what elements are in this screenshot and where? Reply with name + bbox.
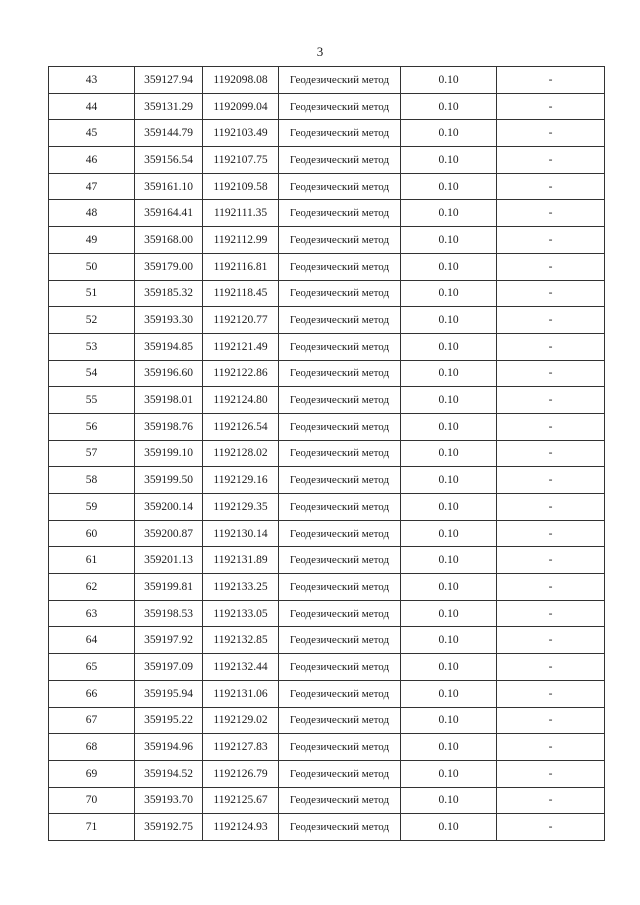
accuracy-cell: 0.10 — [401, 387, 497, 414]
table-row — [49, 654, 605, 681]
description-cell: - — [497, 467, 605, 494]
point-number-cell: 66 — [49, 680, 135, 707]
description-cell: - — [497, 814, 605, 841]
x-coordinate-cell: 359198.76 — [135, 413, 203, 440]
point-number-cell: 49 — [49, 227, 135, 254]
x-coordinate-cell: 359197.92 — [135, 627, 203, 654]
method-cell: Геодезический метод — [279, 147, 401, 174]
description-cell: - — [497, 387, 605, 414]
x-coordinate-cell: 359196.60 — [135, 360, 203, 387]
accuracy-cell: 0.10 — [401, 760, 497, 787]
table-row — [49, 413, 605, 440]
point-number-cell: 43 — [49, 67, 135, 94]
x-coordinate-cell: 359164.41 — [135, 200, 203, 227]
method-cell: Геодезический метод — [279, 280, 401, 307]
accuracy-cell: 0.10 — [401, 360, 497, 387]
point-number-cell: 59 — [49, 494, 135, 521]
y-coordinate-cell: 1192111.35 — [203, 200, 279, 227]
point-number-cell: 53 — [49, 333, 135, 360]
description-cell: - — [497, 547, 605, 574]
description-cell: - — [497, 360, 605, 387]
method-cell: Геодезический метод — [279, 360, 401, 387]
method-cell: Геодезический метод — [279, 67, 401, 94]
point-number-cell: 62 — [49, 574, 135, 601]
y-coordinate-cell: 1192133.25 — [203, 574, 279, 601]
accuracy-cell: 0.10 — [401, 574, 497, 601]
y-coordinate-cell: 1192107.75 — [203, 147, 279, 174]
table-row — [49, 280, 605, 307]
point-number-cell: 44 — [49, 93, 135, 120]
y-coordinate-cell: 1192122.86 — [203, 360, 279, 387]
method-cell: Геодезический метод — [279, 680, 401, 707]
description-cell: - — [497, 574, 605, 601]
description-cell: - — [497, 654, 605, 681]
table-row — [49, 227, 605, 254]
table-row — [49, 307, 605, 334]
description-cell: - — [497, 253, 605, 280]
accuracy-cell: 0.10 — [401, 227, 497, 254]
y-coordinate-cell: 1192132.85 — [203, 627, 279, 654]
x-coordinate-cell: 359197.09 — [135, 654, 203, 681]
page-number: 3 — [316, 44, 324, 59]
description-cell: - — [497, 227, 605, 254]
x-coordinate-cell: 359192.75 — [135, 814, 203, 841]
accuracy-cell: 0.10 — [401, 680, 497, 707]
table-row — [49, 680, 605, 707]
y-coordinate-cell: 1192131.89 — [203, 547, 279, 574]
accuracy-cell: 0.10 — [401, 253, 497, 280]
y-coordinate-cell: 1192124.80 — [203, 387, 279, 414]
point-number-cell: 57 — [49, 440, 135, 467]
accuracy-cell: 0.10 — [401, 787, 497, 814]
description-cell: - — [497, 440, 605, 467]
table-row — [49, 387, 605, 414]
table-row — [49, 734, 605, 761]
point-number-cell: 47 — [49, 173, 135, 200]
description-cell: - — [497, 760, 605, 787]
y-coordinate-cell: 1192125.67 — [203, 787, 279, 814]
x-coordinate-cell: 359195.94 — [135, 680, 203, 707]
method-cell: Геодезический метод — [279, 574, 401, 601]
table-row — [49, 173, 605, 200]
method-cell: Геодезический метод — [279, 654, 401, 681]
description-cell: - — [497, 680, 605, 707]
method-cell: Геодезический метод — [279, 707, 401, 734]
accuracy-cell: 0.10 — [401, 734, 497, 761]
table-row — [49, 627, 605, 654]
method-cell: Геодезический метод — [279, 494, 401, 521]
accuracy-cell: 0.10 — [401, 600, 497, 627]
point-number-cell: 67 — [49, 707, 135, 734]
accuracy-cell: 0.10 — [401, 627, 497, 654]
description-cell: - — [497, 494, 605, 521]
point-number-cell: 54 — [49, 360, 135, 387]
y-coordinate-cell: 1192127.83 — [203, 734, 279, 761]
y-coordinate-cell: 1192099.04 — [203, 93, 279, 120]
x-coordinate-cell: 359194.85 — [135, 333, 203, 360]
point-number-cell: 68 — [49, 734, 135, 761]
method-cell: Геодезический метод — [279, 520, 401, 547]
description-cell: - — [497, 734, 605, 761]
point-number-cell: 46 — [49, 147, 135, 174]
point-number-cell: 61 — [49, 547, 135, 574]
y-coordinate-cell: 1192126.79 — [203, 760, 279, 787]
x-coordinate-cell: 359194.52 — [135, 760, 203, 787]
y-coordinate-cell: 1192124.93 — [203, 814, 279, 841]
y-coordinate-cell: 1192112.99 — [203, 227, 279, 254]
y-coordinate-cell: 1192120.77 — [203, 307, 279, 334]
accuracy-cell: 0.10 — [401, 440, 497, 467]
point-number-cell: 70 — [49, 787, 135, 814]
table-row — [49, 600, 605, 627]
table-row — [49, 253, 605, 280]
point-number-cell: 60 — [49, 520, 135, 547]
point-number-cell: 52 — [49, 307, 135, 334]
x-coordinate-cell: 359179.00 — [135, 253, 203, 280]
method-cell: Геодезический метод — [279, 307, 401, 334]
accuracy-cell: 0.10 — [401, 173, 497, 200]
method-cell: Геодезический метод — [279, 440, 401, 467]
table-row — [49, 147, 605, 174]
accuracy-cell: 0.10 — [401, 333, 497, 360]
table-row — [49, 787, 605, 814]
point-number-cell: 50 — [49, 253, 135, 280]
description-cell: - — [497, 67, 605, 94]
accuracy-cell: 0.10 — [401, 467, 497, 494]
x-coordinate-cell: 359201.13 — [135, 547, 203, 574]
table-row — [49, 333, 605, 360]
description-cell: - — [497, 600, 605, 627]
accuracy-cell: 0.10 — [401, 67, 497, 94]
x-coordinate-cell: 359185.32 — [135, 280, 203, 307]
x-coordinate-cell: 359199.81 — [135, 574, 203, 601]
accuracy-cell: 0.10 — [401, 200, 497, 227]
accuracy-cell: 0.10 — [401, 654, 497, 681]
x-coordinate-cell: 359198.01 — [135, 387, 203, 414]
description-cell: - — [497, 93, 605, 120]
x-coordinate-cell: 359156.54 — [135, 147, 203, 174]
y-coordinate-cell: 1192098.08 — [203, 67, 279, 94]
method-cell: Геодезический метод — [279, 333, 401, 360]
y-coordinate-cell: 1192133.05 — [203, 600, 279, 627]
description-cell: - — [497, 200, 605, 227]
method-cell: Геодезический метод — [279, 760, 401, 787]
accuracy-cell: 0.10 — [401, 413, 497, 440]
x-coordinate-cell: 359194.96 — [135, 734, 203, 761]
description-cell: - — [497, 627, 605, 654]
table-row — [49, 93, 605, 120]
table-row — [49, 520, 605, 547]
accuracy-cell: 0.10 — [401, 547, 497, 574]
table-row — [49, 814, 605, 841]
x-coordinate-cell: 359161.10 — [135, 173, 203, 200]
y-coordinate-cell: 1192118.45 — [203, 280, 279, 307]
y-coordinate-cell: 1192116.81 — [203, 253, 279, 280]
y-coordinate-cell: 1192109.58 — [203, 173, 279, 200]
x-coordinate-cell: 359199.10 — [135, 440, 203, 467]
x-coordinate-cell: 359200.87 — [135, 520, 203, 547]
method-cell: Геодезический метод — [279, 547, 401, 574]
method-cell: Геодезический метод — [279, 787, 401, 814]
method-cell: Геодезический метод — [279, 227, 401, 254]
y-coordinate-cell: 1192126.54 — [203, 413, 279, 440]
method-cell: Геодезический метод — [279, 413, 401, 440]
x-coordinate-cell: 359131.29 — [135, 93, 203, 120]
point-number-cell: 48 — [49, 200, 135, 227]
x-coordinate-cell: 359193.70 — [135, 787, 203, 814]
description-cell: - — [497, 120, 605, 147]
description-cell: - — [497, 173, 605, 200]
accuracy-cell: 0.10 — [401, 307, 497, 334]
description-cell: - — [497, 280, 605, 307]
y-coordinate-cell: 1192129.16 — [203, 467, 279, 494]
table-row — [49, 494, 605, 521]
point-number-cell: 51 — [49, 280, 135, 307]
table-row — [49, 760, 605, 787]
table-row — [49, 574, 605, 601]
accuracy-cell: 0.10 — [401, 93, 497, 120]
table-row — [49, 120, 605, 147]
method-cell: Геодезический метод — [279, 814, 401, 841]
point-number-cell: 63 — [49, 600, 135, 627]
y-coordinate-cell: 1192129.02 — [203, 707, 279, 734]
accuracy-cell: 0.10 — [401, 814, 497, 841]
table-row — [49, 360, 605, 387]
method-cell: Геодезический метод — [279, 173, 401, 200]
point-number-cell: 56 — [49, 413, 135, 440]
description-cell: - — [497, 333, 605, 360]
point-number-cell: 71 — [49, 814, 135, 841]
x-coordinate-cell: 359198.53 — [135, 600, 203, 627]
accuracy-cell: 0.10 — [401, 520, 497, 547]
x-coordinate-cell: 359144.79 — [135, 120, 203, 147]
x-coordinate-cell: 359199.50 — [135, 467, 203, 494]
description-cell: - — [497, 413, 605, 440]
table-row — [49, 707, 605, 734]
accuracy-cell: 0.10 — [401, 707, 497, 734]
y-coordinate-cell: 1192131.06 — [203, 680, 279, 707]
x-coordinate-cell: 359193.30 — [135, 307, 203, 334]
x-coordinate-cell: 359168.00 — [135, 227, 203, 254]
y-coordinate-cell: 1192103.49 — [203, 120, 279, 147]
point-number-cell: 69 — [49, 760, 135, 787]
table-row — [49, 467, 605, 494]
y-coordinate-cell: 1192121.49 — [203, 333, 279, 360]
description-cell: - — [497, 520, 605, 547]
description-cell: - — [497, 707, 605, 734]
accuracy-cell: 0.10 — [401, 147, 497, 174]
method-cell: Геодезический метод — [279, 200, 401, 227]
point-number-cell: 65 — [49, 654, 135, 681]
accuracy-cell: 0.10 — [401, 494, 497, 521]
method-cell: Геодезический метод — [279, 93, 401, 120]
point-number-cell: 45 — [49, 120, 135, 147]
method-cell: Геодезический метод — [279, 734, 401, 761]
method-cell: Геодезический метод — [279, 600, 401, 627]
table-row — [49, 440, 605, 467]
y-coordinate-cell: 1192129.35 — [203, 494, 279, 521]
table-row — [49, 200, 605, 227]
description-cell: - — [497, 307, 605, 334]
table-row — [49, 547, 605, 574]
description-cell: - — [497, 787, 605, 814]
accuracy-cell: 0.10 — [401, 280, 497, 307]
x-coordinate-cell: 359127.94 — [135, 67, 203, 94]
y-coordinate-cell: 1192128.02 — [203, 440, 279, 467]
point-number-cell: 55 — [49, 387, 135, 414]
point-number-cell: 64 — [49, 627, 135, 654]
coordinates-table-body — [49, 67, 605, 841]
description-cell: - — [497, 147, 605, 174]
table-row — [49, 67, 605, 94]
accuracy-cell: 0.10 — [401, 120, 497, 147]
method-cell: Геодезический метод — [279, 627, 401, 654]
method-cell: Геодезический метод — [279, 253, 401, 280]
method-cell: Геодезический метод — [279, 120, 401, 147]
y-coordinate-cell: 1192130.14 — [203, 520, 279, 547]
x-coordinate-cell: 359200.14 — [135, 494, 203, 521]
method-cell: Геодезический метод — [279, 467, 401, 494]
point-number-cell: 58 — [49, 467, 135, 494]
coordinates-table — [48, 66, 605, 841]
y-coordinate-cell: 1192132.44 — [203, 654, 279, 681]
method-cell: Геодезический метод — [279, 387, 401, 414]
x-coordinate-cell: 359195.22 — [135, 707, 203, 734]
